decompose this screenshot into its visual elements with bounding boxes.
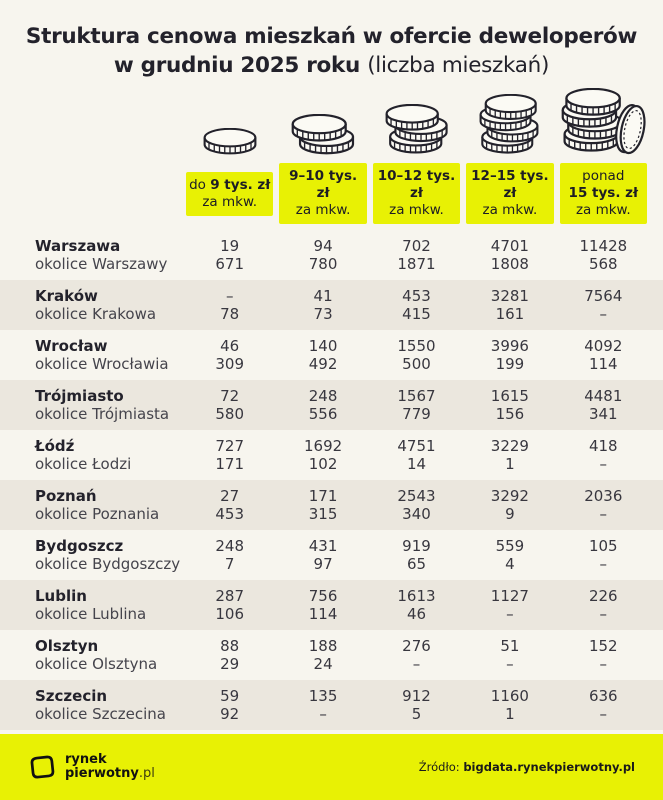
city-name: Szczecin [35, 687, 108, 705]
area-value: – [412, 655, 421, 673]
coins-stack-2-icon [290, 114, 356, 156]
area-value: 779 [402, 405, 431, 423]
page-title [0, 0, 663, 80]
city-value: 140 [308, 337, 338, 355]
city-value: 702 [402, 237, 431, 255]
city-name: Trójmiasto [35, 387, 124, 405]
city-value: 94 [313, 237, 333, 255]
area-name: okolice Lublina [35, 605, 147, 623]
city-name: Łódź [35, 437, 75, 455]
area-value: 73 [313, 305, 333, 323]
city-value: 4092 [584, 337, 623, 355]
area-name: okolice Trójmiasta [35, 405, 170, 423]
city-value: 41 [313, 287, 333, 305]
column-headers-row [0, 163, 663, 224]
area-name: okolice Wrocławia [35, 355, 169, 373]
city-value: 226 [588, 587, 618, 605]
area-value: 1 [505, 455, 515, 473]
table-row [0, 230, 663, 280]
area-value: 556 [308, 405, 338, 423]
city-value: 171 [308, 487, 338, 505]
area-value: 1871 [397, 255, 436, 273]
area-value: 4 [505, 555, 515, 573]
area-name: okolice Warszawy [35, 255, 168, 273]
area-value: 340 [402, 505, 431, 523]
city-value: 51 [500, 637, 520, 655]
city-value: 636 [588, 687, 618, 705]
area-value: 671 [215, 255, 245, 273]
city-value: 59 [220, 687, 240, 705]
area-value: – [599, 605, 608, 623]
city-name: Lublin [35, 587, 87, 605]
coin-icons-row [0, 88, 663, 156]
city-value: 72 [220, 387, 240, 405]
area-value: 315 [308, 505, 338, 523]
city-value: – [225, 287, 234, 305]
area-value: 65 [406, 555, 427, 573]
footer-bar [0, 734, 663, 800]
brand-logo-icon [28, 753, 57, 782]
city-value: 27 [220, 487, 240, 505]
city-value: 287 [215, 587, 245, 605]
city-value: 431 [308, 537, 338, 555]
city-value: 912 [402, 687, 431, 705]
city-value: 19 [220, 237, 240, 255]
source-link[interactable]: bigdata.rynekpierwotny.pl [463, 760, 635, 774]
coins-stack-1-icon [202, 128, 258, 156]
area-name: okolice Olsztyna [35, 655, 158, 673]
area-value: 29 [220, 655, 240, 673]
area-value: 500 [402, 355, 431, 373]
city-value: 1127 [490, 587, 529, 605]
city-value: 2036 [584, 487, 623, 505]
city-value: 152 [588, 637, 618, 655]
city-value: 135 [308, 687, 338, 705]
city-value: 3281 [490, 287, 529, 305]
city-value: 727 [215, 437, 245, 455]
table-row [0, 680, 663, 730]
area-value: 161 [495, 305, 525, 323]
city-value: 418 [588, 437, 618, 455]
table-row [0, 330, 663, 380]
column-header-12-15: 12–15 tys. zł za mkw. [466, 163, 553, 224]
table-row [0, 380, 663, 430]
city-value: 756 [308, 587, 338, 605]
area-value: – [599, 455, 608, 473]
area-value: 309 [215, 355, 245, 373]
city-value: 3229 [490, 437, 529, 455]
city-value: 1160 [490, 687, 529, 705]
area-value: 114 [308, 605, 338, 623]
city-value: 4481 [584, 387, 623, 405]
area-value: – [599, 505, 608, 523]
city-value: 919 [402, 537, 431, 555]
area-value: 114 [588, 355, 618, 373]
area-name: okolice Bydgoszczy [35, 555, 181, 573]
area-value: 14 [406, 455, 427, 473]
column-header-ponad-15: ponad 15 tys. zł za mkw. [560, 163, 647, 224]
area-value: 580 [215, 405, 245, 423]
area-value: 5 [411, 705, 422, 723]
area-value: 24 [313, 655, 333, 673]
area-name: okolice Poznania [35, 505, 160, 523]
city-name: Poznań [35, 487, 97, 505]
city-value: 1567 [397, 387, 436, 405]
city-value: 1692 [304, 437, 343, 455]
table-row [0, 630, 663, 680]
city-value: 2543 [397, 487, 436, 505]
area-value: 106 [215, 605, 245, 623]
city-value: 1613 [397, 587, 436, 605]
area-value: 453 [215, 505, 245, 523]
city-value: 188 [308, 637, 338, 655]
area-value: – [599, 555, 608, 573]
area-value: 492 [308, 355, 338, 373]
city-value: 248 [215, 537, 245, 555]
area-value: 7 [224, 555, 235, 573]
coins-stack-4-icon [478, 94, 542, 156]
city-value: 88 [220, 637, 240, 655]
city-value: 1615 [490, 387, 529, 405]
city-value: 4751 [397, 437, 436, 455]
area-name: okolice Łodzi [35, 455, 132, 473]
table-row [0, 580, 663, 630]
brand-logo[interactable] [28, 753, 155, 782]
city-name: Kraków [35, 287, 98, 305]
city-name: Wrocław [35, 337, 108, 355]
city-value: 46 [220, 337, 240, 355]
area-value: 9 [505, 505, 515, 523]
area-value: 97 [313, 555, 333, 573]
city-name: Warszawa [35, 237, 121, 255]
column-header-9-10: 9–10 tys. zł za mkw. [279, 163, 366, 224]
price-table [0, 230, 663, 730]
area-value: 92 [220, 705, 240, 723]
area-value: – [599, 305, 608, 323]
area-value: 1 [505, 705, 515, 723]
area-value: 780 [308, 255, 338, 273]
coins-stack-5-icon [560, 88, 647, 156]
table-row [0, 530, 663, 580]
area-value: 102 [308, 455, 338, 473]
area-value: 46 [406, 605, 427, 623]
title-line1: Struktura cenowa mieszkań w ofercie deweloperów [25, 24, 638, 49]
city-value: 105 [588, 537, 618, 555]
city-value: 11428 [579, 237, 628, 255]
area-value: 415 [402, 305, 431, 323]
city-value: 453 [402, 287, 431, 305]
area-value: 78 [220, 305, 240, 323]
area-value: 341 [588, 405, 618, 423]
brand-logo-text: rynek pierwotny.pl [65, 752, 155, 781]
city-name: Bydgoszcz [35, 537, 124, 555]
area-name: okolice Szczecina [35, 705, 166, 723]
city-name: Olsztyn [35, 637, 99, 655]
area-value: – [599, 705, 608, 723]
column-header-10-12: 10–12 tys. zł za mkw. [373, 163, 460, 224]
area-name: okolice Krakowa [35, 305, 157, 323]
area-value: 171 [215, 455, 245, 473]
city-value: 3996 [490, 337, 529, 355]
area-value: 568 [588, 255, 618, 273]
area-value: 156 [495, 405, 525, 423]
title-line2-light: (liczba mieszkań) [367, 53, 550, 78]
city-value: 248 [308, 387, 338, 405]
source-label: Źródło: [418, 760, 460, 774]
city-value: 4701 [490, 237, 529, 255]
city-value: 559 [495, 537, 525, 555]
area-value: – [599, 655, 608, 673]
coins-stack-3-icon [384, 104, 449, 156]
area-value: – [506, 605, 514, 623]
city-value: 1550 [397, 337, 436, 355]
title-line2-bold: w grudniu 2025 roku [113, 53, 360, 78]
area-value: 199 [495, 355, 525, 373]
table-row [0, 280, 663, 330]
area-value: – [319, 705, 327, 723]
table-row [0, 480, 663, 530]
area-value: – [506, 655, 514, 673]
city-value: 7564 [584, 287, 623, 305]
table-row [0, 430, 663, 480]
column-header-do-9: do 9 tys. zł za mkw. [186, 172, 273, 216]
city-value: 276 [402, 637, 431, 655]
area-value: 1808 [490, 255, 529, 273]
city-value: 3292 [490, 487, 529, 505]
source-attribution [419, 760, 635, 774]
